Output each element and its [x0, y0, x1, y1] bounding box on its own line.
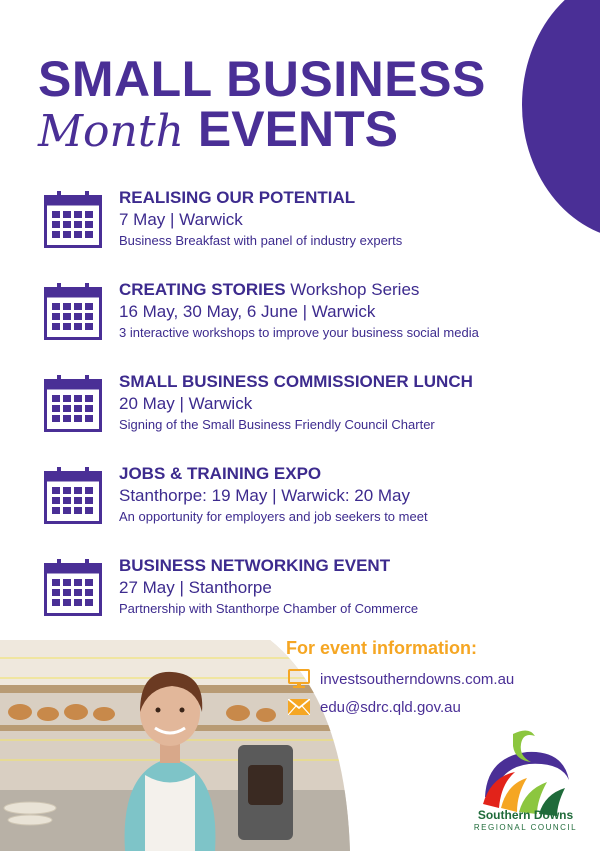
calendar-icon [44, 558, 102, 616]
event-date: 7 May | Warwick [119, 210, 243, 229]
event-title: REALISING OUR POTENTIAL [119, 188, 356, 207]
event-description: Partnership with Stanthorpe Chamber of Commerce [119, 601, 419, 616]
calendar-icon [44, 190, 102, 248]
event-title: JOBS & TRAINING EXPO [119, 464, 322, 483]
event-date: 27 May | Stanthorpe [119, 578, 272, 597]
event-description: An opportunity for employers and job seekers to meet [119, 509, 428, 524]
event-item-creating-stories [44, 280, 584, 350]
event-item-business-networking [44, 556, 584, 626]
email-link[interactable]: edu@sdrc.qld.gov.au [320, 698, 461, 716]
calendar-icon [44, 282, 102, 340]
event-item-commissioner-lunch [44, 372, 584, 442]
event-date: Stanthorpe: 19 May | Warwick: 20 May [119, 486, 411, 505]
event-description: 3 interactive workshops to improve your business social media [119, 325, 479, 340]
calendar-icon [44, 466, 102, 524]
event-description: Business Breakfast with panel of industry experts [119, 233, 403, 248]
event-date: 20 May | Warwick [119, 394, 253, 413]
event-item-realising-our-potential [44, 188, 584, 258]
calendar-icon [44, 374, 102, 432]
title-line-small-business: SMALL BUSINESS [38, 51, 486, 107]
website-row[interactable] [288, 668, 514, 690]
website-link[interactable]: investsoutherndowns.com.au [320, 670, 515, 688]
envelope-icon [288, 699, 310, 715]
event-description: Signing of the Small Business Friendly Council Charter [119, 417, 435, 432]
logo-subtitle: REGIONAL COUNCIL [473, 823, 578, 832]
event-item-jobs-training-expo [44, 464, 584, 534]
info-heading: For event information: [286, 638, 478, 658]
event-title: SMALL BUSINESS COMMISSIONER LUNCH [119, 372, 473, 391]
logo-name: Southern Downs [477, 808, 574, 822]
monitor-icon [288, 669, 310, 689]
title-events: EVENTS [197, 101, 398, 157]
event-title: BUSINESS NETWORKING EVENT [119, 556, 391, 575]
event-title: CREATING STORIES Workshop Series [119, 280, 420, 299]
title-month: Month [38, 106, 184, 157]
title-line-month-events [38, 100, 398, 158]
event-date: 16 May, 30 May, 6 June | Warwick [119, 302, 376, 321]
email-row[interactable] [288, 696, 461, 718]
